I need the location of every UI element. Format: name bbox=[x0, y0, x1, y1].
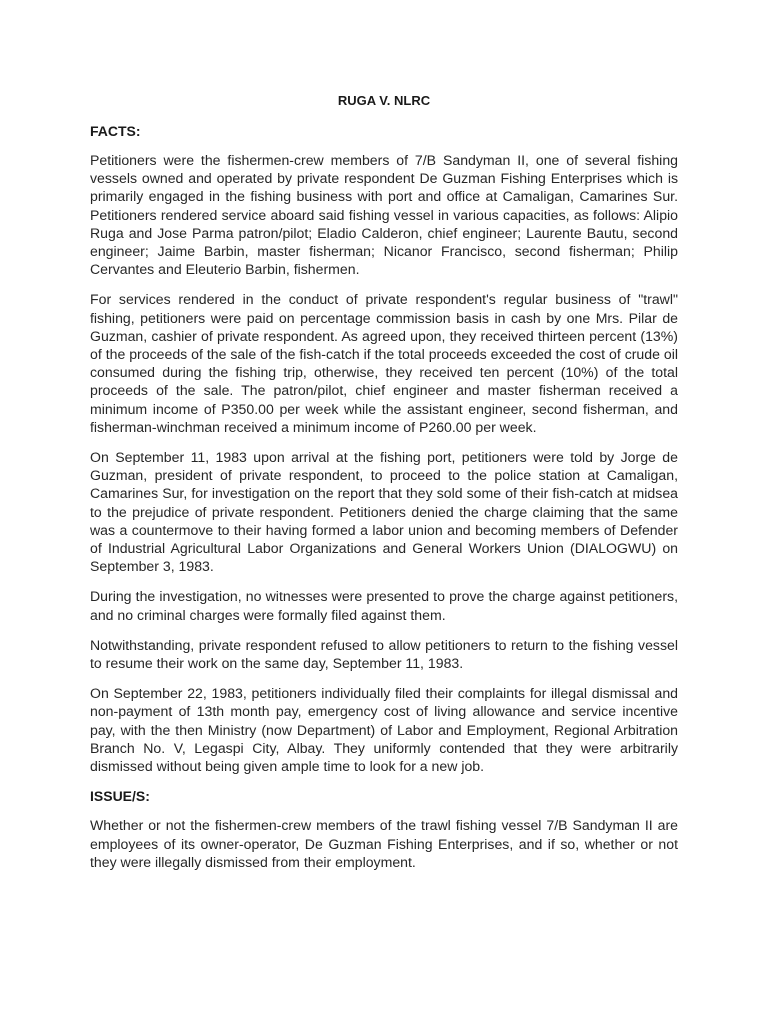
facts-paragraph-2: For services rendered in the conduct of private respondent's regular business of "trawl" fishing, petitioners were paid on percentage commission basis in cash by one Mrs. Pilar de Guzman, cashier of private respondent. As agreed upon, they received thirteen percent (13%) of the proceeds of the sale of the fish-catch if the total proceeds exceeded the cost of crude oil consumed during the fishing trip, otherwise, they received ten percent (10%) of the total proceeds of the sale. The patron/pilot, chief engineer and master fisherman received a minimum income of P350.00 per week while the assistant engineer, second fisherman, and fisherman-winchman received a minimum income of P260.00 per week. bbox=[90, 291, 678, 435]
facts-paragraph-5: Notwithstanding, private respondent refused to allow petitioners to return to the fishing vessel to resume their work on the same day, September 11, 1983. bbox=[90, 636, 678, 672]
facts-paragraph-3: On September 11, 1983 upon arrival at the fishing port, petitioners were told by Jorge de Guzman, president of private respondent, to proceed to the police station at Camaligan, Camarines Sur, for investigation on the report that they sold some of their fish-catch at midsea to the prejudice of private respondent. Petitioners denied the charge claiming that the same was a countermove to their having formed a labor union and becoming members of Defender of Industrial Agricultural Labor Organizations and General Workers Union (DIALOGWU) on September 3, 1983. bbox=[90, 449, 678, 575]
facts-heading: FACTS: bbox=[90, 123, 141, 139]
facts-paragraph-4: During the investigation, no witnesses were presented to prove the charge against petitioners, and no criminal charges were formally filed against them. bbox=[90, 588, 678, 623]
issues-heading: ISSUE/S: bbox=[90, 788, 150, 805]
document-page bbox=[90, 92, 678, 883]
facts-paragraph-1: Petitioners were the fishermen-crew members of 7/B Sandyman II, one of several fishing vessels owned and operated by private respondent De Guzman Fishing Enterprises which is primarily engaged in the fishing business with port and office at Camaligan, Camarines Sur. Petitioners rendered service aboard said fishing vessel in various capacities, as follows: Alipio Ruga and Jose Parma patron/pilot; Eladio Calderon, chief engineer; Laurente Bautu, second engineer; Jaime Barbin, master fisherman; Nicanor Francisco, second fisherman; Philip Cervantes and Eleuterio Barbin, fishermen. bbox=[90, 152, 678, 278]
facts-paragraph-6: On September 22, 1983, petitioners individually filed their complaints for illegal dismissal and non-payment of 13th month pay, emergency cost of living allowance and service incentive pay, with the then Ministry (now Department) of Labor and Employment, Regional Arbitration Branch No. V, Legaspi City, Albay. They uniformly contended that they were arbitrarily dismissed without being given ample time to look for a new job. bbox=[90, 685, 678, 775]
document-title: RUGA V. NLRC bbox=[337, 93, 431, 108]
issues-paragraph-1: Whether or not the fishermen-crew members of the trawl fishing vessel 7/B Sandyman II are employees of its owner-operator, De Guzman Fishing Enterprises, and if so, whether or not they were illegally dismissed from their employment. bbox=[90, 817, 678, 870]
